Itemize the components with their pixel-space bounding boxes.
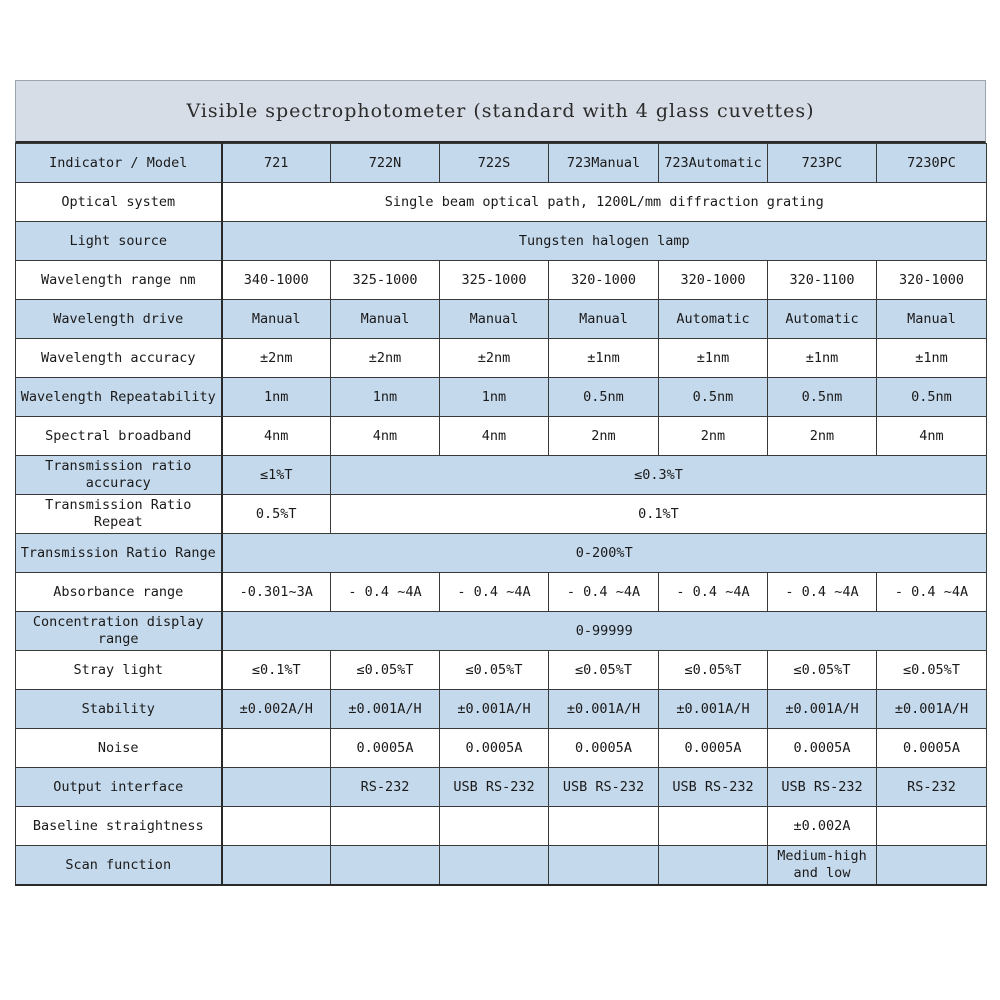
cell-value: 0.0005A <box>331 729 440 768</box>
cell-value <box>877 846 987 885</box>
cell-value <box>222 729 331 768</box>
cell-value: ±0.001A/H <box>768 690 877 729</box>
cell-value: ±2nm <box>440 339 549 378</box>
row-stray-light <box>16 651 987 690</box>
row-label: Noise <box>16 729 222 768</box>
cell-value: 4nm <box>877 417 987 456</box>
cell-value: 0-200%T <box>222 534 987 573</box>
row-label: Concentration display range <box>16 612 222 651</box>
cell-value: ≤0.05%T <box>768 651 877 690</box>
cell-value: ±0.001A/H <box>877 690 987 729</box>
cell-value: ±2nm <box>222 339 331 378</box>
cell-value: Tungsten halogen lamp <box>222 222 987 261</box>
cell-value: 4nm <box>222 417 331 456</box>
cell-value: ±1nm <box>877 339 987 378</box>
cell-value: Manual <box>331 300 440 339</box>
cell-value: ≤0.1%T <box>222 651 331 690</box>
row-label: Baseline straightness <box>16 807 222 846</box>
cell-value <box>549 807 659 846</box>
row-label: Transmission Ratio Repeat <box>16 495 222 534</box>
row-wavelength-range <box>16 261 987 300</box>
cell-value: 0-99999 <box>222 612 987 651</box>
row-scan-function <box>16 846 987 885</box>
cell-value: ≤0.05%T <box>659 651 768 690</box>
row-transmission-repeat <box>16 495 987 534</box>
cell-value: 0.1%T <box>331 495 987 534</box>
cell-value: 2nm <box>659 417 768 456</box>
row-wavelength-accuracy <box>16 339 987 378</box>
cell-value: 1nm <box>331 378 440 417</box>
cell-value: - 0.4 ~4A <box>877 573 987 612</box>
row-baseline-straightness <box>16 807 987 846</box>
row-wavelength-drive <box>16 300 987 339</box>
cell-value: 340-1000 <box>222 261 331 300</box>
cell-value: 320-1000 <box>877 261 987 300</box>
cell-value: 320-1100 <box>768 261 877 300</box>
cell-value: ±2nm <box>331 339 440 378</box>
cell-value: Manual <box>877 300 987 339</box>
cell-value: 320-1000 <box>549 261 659 300</box>
cell-value: 0.0005A <box>549 729 659 768</box>
row-concentration-range <box>16 612 987 651</box>
row-label: Wavelength drive <box>16 300 222 339</box>
row-stability <box>16 690 987 729</box>
spec-table <box>15 143 987 886</box>
cell-value: Automatic <box>768 300 877 339</box>
cell-value: USB RS-232 <box>440 768 549 807</box>
cell-value: ±0.001A/H <box>549 690 659 729</box>
cell-value: RS-232 <box>331 768 440 807</box>
model-header: 722N <box>331 144 440 183</box>
row-absorbance-range <box>16 573 987 612</box>
cell-value <box>659 846 768 885</box>
cell-value <box>222 768 331 807</box>
cell-value: 325-1000 <box>440 261 549 300</box>
cell-value: 2nm <box>549 417 659 456</box>
cell-value: 1nm <box>222 378 331 417</box>
row-label: Spectral broadband <box>16 417 222 456</box>
cell-value: ≤0.05%T <box>549 651 659 690</box>
row-label: Stability <box>16 690 222 729</box>
cell-value: ≤0.3%T <box>331 456 987 495</box>
cell-value: 4nm <box>331 417 440 456</box>
row-label: Optical system <box>16 183 222 222</box>
cell-value: 0.0005A <box>440 729 549 768</box>
cell-value: USB RS-232 <box>549 768 659 807</box>
model-header: 721 <box>222 144 331 183</box>
cell-value: ±0.002A/H <box>222 690 331 729</box>
model-header: 7230PC <box>877 144 987 183</box>
cell-value <box>440 807 549 846</box>
row-wavelength-repeatability <box>16 378 987 417</box>
cell-value: 0.0005A <box>659 729 768 768</box>
cell-value: 0.0005A <box>877 729 987 768</box>
cell-value: ±0.001A/H <box>659 690 768 729</box>
cell-value: 4nm <box>440 417 549 456</box>
row-label: Wavelength Repeatability <box>16 378 222 417</box>
cell-value: Medium-high and low <box>768 846 877 885</box>
cell-value: ±1nm <box>549 339 659 378</box>
cell-value: -0.301~3A <box>222 573 331 612</box>
cell-value: - 0.4 ~4A <box>331 573 440 612</box>
row-light-source <box>16 222 987 261</box>
cell-value <box>331 846 440 885</box>
cell-value: Single beam optical path, 1200L/mm diffraction grating <box>222 183 987 222</box>
cell-value: - 0.4 ~4A <box>549 573 659 612</box>
row-label: Absorbance range <box>16 573 222 612</box>
row-label: Wavelength accuracy <box>16 339 222 378</box>
header-row <box>16 144 987 183</box>
cell-value: 1nm <box>440 378 549 417</box>
cell-value: ±0.001A/H <box>440 690 549 729</box>
cell-value: ≤1%T <box>222 456 331 495</box>
cell-value <box>659 807 768 846</box>
cell-value: 0.5nm <box>549 378 659 417</box>
cell-value: ±0.002A <box>768 807 877 846</box>
cell-value <box>549 846 659 885</box>
cell-value <box>222 807 331 846</box>
row-optical-system <box>16 183 987 222</box>
cell-value <box>440 846 549 885</box>
cell-value: 0.0005A <box>768 729 877 768</box>
cell-value <box>331 807 440 846</box>
cell-value: Automatic <box>659 300 768 339</box>
cell-value: - 0.4 ~4A <box>440 573 549 612</box>
row-label: Light source <box>16 222 222 261</box>
cell-value: ±1nm <box>659 339 768 378</box>
cell-value: 0.5nm <box>877 378 987 417</box>
cell-value: Manual <box>222 300 331 339</box>
row-noise <box>16 729 987 768</box>
model-header: 723PC <box>768 144 877 183</box>
row-label: Scan function <box>16 846 222 885</box>
row-output-interface <box>16 768 987 807</box>
model-header: 723Manual <box>549 144 659 183</box>
cell-value: USB RS-232 <box>768 768 877 807</box>
cell-value: USB RS-232 <box>659 768 768 807</box>
cell-value: 0.5nm <box>659 378 768 417</box>
row-label: Output interface <box>16 768 222 807</box>
cell-value: Manual <box>440 300 549 339</box>
cell-value: Manual <box>549 300 659 339</box>
cell-value: - 0.4 ~4A <box>659 573 768 612</box>
cell-value: 0.5%T <box>222 495 331 534</box>
model-header: 723Automatic <box>659 144 768 183</box>
row-spectral-broadband <box>16 417 987 456</box>
header-label: Indicator / Model <box>16 144 222 183</box>
cell-value: 2nm <box>768 417 877 456</box>
cell-value: ±1nm <box>768 339 877 378</box>
cell-value: ±0.001A/H <box>331 690 440 729</box>
row-label: Transmission Ratio Range <box>16 534 222 573</box>
row-label: Wavelength range nm <box>16 261 222 300</box>
cell-value: ≤0.05%T <box>440 651 549 690</box>
cell-value <box>877 807 987 846</box>
cell-value: ≤0.05%T <box>877 651 987 690</box>
cell-value: 320-1000 <box>659 261 768 300</box>
model-header: 722S <box>440 144 549 183</box>
row-transmission-accuracy <box>16 456 987 495</box>
row-label: Transmission ratio accuracy <box>16 456 222 495</box>
spec-sheet <box>15 80 986 886</box>
cell-value: - 0.4 ~4A <box>768 573 877 612</box>
cell-value: ≤0.05%T <box>331 651 440 690</box>
row-label: Stray light <box>16 651 222 690</box>
cell-value <box>222 846 331 885</box>
cell-value: 325-1000 <box>331 261 440 300</box>
table-title: Visible spectrophotometer (standard with 4 glass cuvettes) <box>15 80 986 143</box>
cell-value: RS-232 <box>877 768 987 807</box>
cell-value: 0.5nm <box>768 378 877 417</box>
row-transmission-range <box>16 534 987 573</box>
